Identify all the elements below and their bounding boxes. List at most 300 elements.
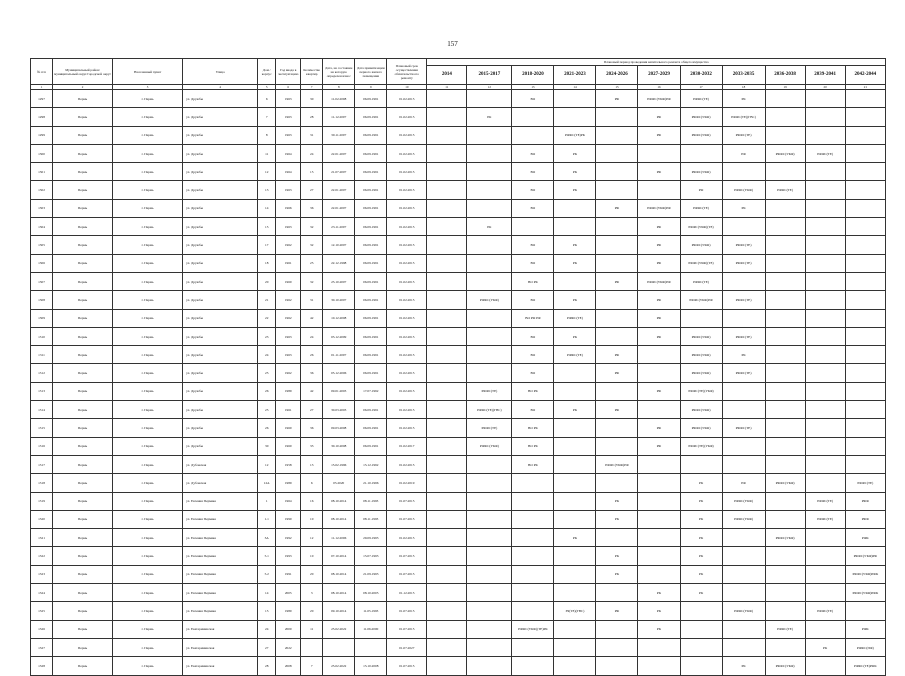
row-locality: г. Пермь — [113, 510, 183, 528]
row-number: 1322 — [31, 547, 53, 565]
row-municipality: Пермь — [53, 90, 113, 108]
row-date-first-priv: 21.09.1993 — [355, 565, 387, 583]
row-plan-cell: РФФС(ТЕ)(УКФ) — [680, 382, 722, 400]
row-house: 30 — [258, 437, 276, 455]
row-plan-cell — [805, 108, 845, 126]
row-plan-cell — [722, 638, 765, 656]
row-plan-cell — [805, 455, 845, 473]
row-plan-cell — [554, 272, 596, 290]
row-plan-cell — [427, 401, 467, 419]
row-number: 1310 — [31, 327, 53, 345]
row-year-built: 1963 — [276, 346, 301, 364]
row-locality: г. Пермь — [113, 126, 183, 144]
row-plan-cell: ВО — [512, 327, 554, 345]
row-plan-cell: РФФС(ТЕ) — [722, 236, 765, 254]
row-date-state: 07.10.2014 — [323, 547, 355, 565]
row-house: 15 — [258, 218, 276, 236]
column-index: 3 — [113, 85, 183, 90]
row-house: 12 — [258, 455, 276, 473]
row-date-first-priv: 29.09.1993 — [355, 529, 387, 547]
row-plan-cell — [845, 254, 885, 272]
row-year-built: 1963 — [276, 218, 301, 236]
row-number: 1312 — [31, 364, 53, 382]
row-plan-cell: РФФС(ТЕ)(УКФ) — [680, 437, 722, 455]
row-plan-cell — [845, 382, 885, 400]
row-plan-cell: РФ — [596, 346, 638, 364]
row-plan-cell — [722, 401, 765, 419]
row-plan-cell — [805, 547, 845, 565]
row-street: ул. Дружбы — [183, 254, 258, 272]
row-plan-cell — [845, 181, 885, 199]
row-locality: г. Пермь — [113, 254, 183, 272]
row-plan-cell: РК — [722, 657, 765, 675]
row-number: 1313 — [31, 382, 53, 400]
row-municipality: Пермь — [53, 510, 113, 528]
row-date-first-priv: 11.05.1993 — [355, 602, 387, 620]
table-row — [31, 401, 886, 419]
period-header: 2030-2032 — [680, 66, 722, 85]
row-apartments: 32 — [301, 236, 323, 254]
row-plan-cell — [427, 181, 467, 199]
row-plan-cell: РФФС(УКФ) — [722, 492, 765, 510]
row-plan-cell — [805, 474, 845, 492]
row-plan-cell — [427, 455, 467, 473]
row-street: ул. Евгения Пермяка — [183, 602, 258, 620]
row-plan-cell — [805, 419, 845, 437]
table-row — [31, 547, 886, 565]
row-plan-cell — [427, 657, 467, 675]
row-locality: г. Пермь — [113, 529, 183, 547]
row-plan-cell — [427, 565, 467, 583]
row-locality: г. Пермь — [113, 638, 183, 656]
row-plan-cell: РК — [467, 218, 512, 236]
period-header: 2018-2020 — [512, 66, 554, 85]
row-year-built: 1960 — [276, 419, 301, 437]
row-plan-cell: РФФС(ТЕ)РК — [554, 126, 596, 144]
row-date-state: 22.01.2007 — [323, 181, 355, 199]
period-header: 2021-2023 — [554, 66, 596, 85]
row-plan-cell: РК — [554, 236, 596, 254]
row-date-first-priv: 08.11.1993 — [355, 492, 387, 510]
row-street: ул. Дружбы — [183, 327, 258, 345]
row-plan-cell: РФФС(УКФ) — [680, 364, 722, 382]
row-date-state: 30.10.2008 — [323, 437, 355, 455]
table-row — [31, 90, 886, 108]
row-plan-cell — [638, 474, 680, 492]
row-plan-cell — [467, 364, 512, 382]
row-deadline: 01.07.2027 — [387, 638, 427, 656]
row-deadline: 01.07.2015 — [387, 602, 427, 620]
row-plan-cell — [554, 419, 596, 437]
row-plan-cell: РФ — [596, 401, 638, 419]
row-plan-cell — [467, 90, 512, 108]
col-year-built: Год ввода в эксплуатацию — [276, 59, 301, 85]
row-house: 27 — [258, 638, 276, 656]
table-row — [31, 126, 886, 144]
row-municipality: Пермь — [53, 346, 113, 364]
row-plan-cell — [765, 108, 805, 126]
row-plan-cell: ВО РК — [512, 455, 554, 473]
row-municipality: Пермь — [53, 364, 113, 382]
row-house: 24 — [258, 620, 276, 638]
row-house: 5.1 — [258, 547, 276, 565]
row-plan-cell — [554, 547, 596, 565]
row-plan-cell — [596, 126, 638, 144]
column-index: 12 — [467, 85, 512, 90]
col-house: Дом / корпус — [258, 59, 276, 85]
row-plan-cell — [680, 455, 722, 473]
row-plan-cell — [845, 90, 885, 108]
row-plan-cell — [554, 620, 596, 638]
row-plan-cell — [845, 327, 885, 345]
row-year-built: 1966 — [276, 199, 301, 217]
row-plan-cell: РФ — [596, 199, 638, 217]
column-index: 21 — [845, 85, 885, 90]
row-date-state: 09.01.2003 — [323, 382, 355, 400]
row-number: 1317 — [31, 455, 53, 473]
row-plan-cell: РФФС(ТЕ) — [554, 309, 596, 327]
row-deadline: 01.02.2015 — [387, 346, 427, 364]
row-plan-cell — [722, 455, 765, 473]
row-plan-cell — [765, 602, 805, 620]
row-plan-cell — [467, 309, 512, 327]
row-plan-cell — [765, 163, 805, 181]
row-plan-cell — [427, 272, 467, 290]
row-plan-cell: РК — [680, 510, 722, 528]
row-date-state: 30.03.2003 — [323, 401, 355, 419]
row-plan-cell: ВО — [512, 199, 554, 217]
row-plan-cell — [680, 638, 722, 656]
row-plan-cell: РФФС(УКФ) — [722, 510, 765, 528]
row-street: ул. Екатерининская — [183, 657, 258, 675]
row-plan-cell — [596, 327, 638, 345]
row-year-built: 1989 — [276, 474, 301, 492]
row-plan-cell: РК — [638, 620, 680, 638]
column-index: 17 — [680, 85, 722, 90]
period-header: 2039-2041 — [805, 66, 845, 85]
row-locality: г. Пермь — [113, 272, 183, 290]
row-municipality: Пермь — [53, 236, 113, 254]
row-plan-cell — [765, 382, 805, 400]
row-street: ул. Дружбы — [183, 364, 258, 382]
col-street: Улица — [183, 59, 258, 85]
row-year-built: 1993 — [276, 547, 301, 565]
row-street: ул. Дружбы — [183, 272, 258, 290]
row-plan-cell: РК — [554, 144, 596, 162]
row-municipality: Пермь — [53, 565, 113, 583]
row-plan-cell — [638, 181, 680, 199]
row-year-built: 1962 — [276, 291, 301, 309]
row-plan-cell: РФФС(УКФ) — [680, 346, 722, 364]
table-row — [31, 291, 886, 309]
row-plan-cell: ВО — [512, 181, 554, 199]
row-plan-cell: РФФС(УКФ) — [680, 108, 722, 126]
row-plan-cell — [427, 584, 467, 602]
row-number: 1328 — [31, 657, 53, 675]
row-plan-cell — [638, 638, 680, 656]
row-plan-cell: РФФС(УКФ) — [680, 163, 722, 181]
row-plan-cell — [805, 90, 845, 108]
row-plan-cell — [722, 437, 765, 455]
row-plan-cell — [512, 510, 554, 528]
row-plan-cell: РФФС(УКФ) — [765, 529, 805, 547]
row-year-built: 1964 — [276, 144, 301, 162]
row-house: 7 — [258, 108, 276, 126]
row-locality: г. Пермь — [113, 291, 183, 309]
row-plan-cell: РФФС(ТЕ)(ГВС) — [467, 401, 512, 419]
row-year-built: 1964 — [276, 163, 301, 181]
column-index: 7 — [301, 85, 323, 90]
row-date-state: 11.12.2007 — [323, 108, 355, 126]
row-number: 1304 — [31, 218, 53, 236]
row-plan-cell: РК — [680, 474, 722, 492]
row-municipality: Пермь — [53, 382, 113, 400]
row-date-state: 23.11.2007 — [323, 218, 355, 236]
row-date-first-priv: 06.09.1991 — [355, 254, 387, 272]
row-date-state: 05.12.2006 — [323, 364, 355, 382]
row-plan-cell — [512, 218, 554, 236]
row-plan-cell — [467, 163, 512, 181]
row-number: 1315 — [31, 419, 53, 437]
table-row — [31, 474, 886, 492]
row-plan-cell — [845, 218, 885, 236]
row-street: ул. Дружбы — [183, 309, 258, 327]
row-deadline: 01.02.2015 — [387, 108, 427, 126]
row-apartments: 15 — [301, 163, 323, 181]
row-plan-cell — [554, 584, 596, 602]
row-plan-cell — [722, 529, 765, 547]
row-house: 26 — [258, 382, 276, 400]
row-date-state — [323, 638, 355, 656]
row-plan-cell: РФФС(УКФ) — [680, 327, 722, 345]
row-deadline: 01.02.2015 — [387, 254, 427, 272]
row-plan-cell — [722, 584, 765, 602]
row-year-built: 1963 — [276, 90, 301, 108]
row-date-first-priv: 08.11.1993 — [355, 510, 387, 528]
row-plan-cell: РФФС(ТЕ) — [680, 272, 722, 290]
row-apartments: 27 — [301, 401, 323, 419]
row-date-first-priv: 06.09.1991 — [355, 291, 387, 309]
row-year-built: 1960 — [276, 272, 301, 290]
row-plan-cell — [680, 620, 722, 638]
row-number: 1298 — [31, 108, 53, 126]
row-plan-cell: РФФС(ПФ) — [845, 638, 885, 656]
row-apartments: 16 — [301, 492, 323, 510]
row-plan-cell: РФФС(УКФ) — [722, 181, 765, 199]
table-row — [31, 181, 886, 199]
row-plan-cell — [467, 638, 512, 656]
row-plan-cell: РФ — [638, 163, 680, 181]
row-plan-cell — [554, 218, 596, 236]
row-plan-cell — [467, 455, 512, 473]
row-plan-cell — [512, 602, 554, 620]
row-plan-cell — [512, 638, 554, 656]
row-municipality: Пермь — [53, 657, 113, 675]
repair-plan-table — [30, 58, 886, 676]
row-plan-cell — [467, 492, 512, 510]
row-deadline: 01.02.2015 — [387, 218, 427, 236]
row-year-built: 1961 — [276, 254, 301, 272]
table-row — [31, 437, 886, 455]
row-street: ул. Дружбы — [183, 236, 258, 254]
row-plan-cell — [765, 236, 805, 254]
row-locality: г. Пермь — [113, 602, 183, 620]
row-year-built: 1961 — [276, 401, 301, 419]
row-date-first-priv: 21.10.1996 — [355, 474, 387, 492]
row-plan-cell — [596, 437, 638, 455]
row-plan-cell: РФФС(УКФ)(ТЕ) — [680, 218, 722, 236]
table-row — [31, 236, 886, 254]
row-plan-cell — [638, 565, 680, 583]
row-apartments: 6 — [301, 474, 323, 492]
row-locality: г. Пермь — [113, 565, 183, 583]
row-plan-cell: РК — [596, 492, 638, 510]
row-plan-cell: РК — [596, 565, 638, 583]
row-plan-cell — [427, 309, 467, 327]
row-apartments: 36 — [301, 419, 323, 437]
row-plan-cell — [722, 620, 765, 638]
row-apartments: 25 — [301, 254, 323, 272]
row-deadline: 01.12.2015 — [387, 584, 427, 602]
row-apartments: 24 — [301, 144, 323, 162]
row-plan-cell: РК — [680, 584, 722, 602]
row-deadline: 01.07.2015 — [387, 620, 427, 638]
row-number: 1314 — [31, 401, 53, 419]
row-plan-cell — [596, 638, 638, 656]
row-plan-cell — [554, 199, 596, 217]
row-plan-cell — [765, 437, 805, 455]
row-municipality: Пермь — [53, 474, 113, 492]
row-plan-cell: РФФС(УКФ)(ТЕ) — [680, 254, 722, 272]
row-plan-cell: ВО — [512, 401, 554, 419]
row-plan-cell — [554, 492, 596, 510]
row-house: 22 — [258, 309, 276, 327]
row-plan-cell: ВО — [512, 364, 554, 382]
row-plan-cell — [805, 584, 845, 602]
row-plan-cell: РФ — [596, 364, 638, 382]
row-date-state: 08.10.2014 — [323, 510, 355, 528]
row-year-built: 1962 — [276, 364, 301, 382]
row-year-built: 2005 — [276, 584, 301, 602]
row-plan-cell — [596, 181, 638, 199]
row-plan-cell — [638, 547, 680, 565]
row-street: ул. Евгения Пермяка — [183, 584, 258, 602]
table-row — [31, 199, 886, 217]
row-plan-cell — [805, 382, 845, 400]
row-plan-cell — [467, 474, 512, 492]
row-municipality: Пермь — [53, 199, 113, 217]
row-street: ул. Евгения Пермяка — [183, 510, 258, 528]
row-plan-cell — [467, 346, 512, 364]
row-plan-cell: РФ — [596, 602, 638, 620]
row-plan-cell — [596, 474, 638, 492]
row-plan-cell — [765, 327, 805, 345]
row-locality: г. Пермь — [113, 327, 183, 345]
row-number: 1320 — [31, 510, 53, 528]
row-municipality: Пермь — [53, 327, 113, 345]
row-locality: г. Пермь — [113, 382, 183, 400]
row-year-built: 1958 — [276, 455, 301, 473]
row-apartments: 33 — [301, 437, 323, 455]
row-date-first-priv: 06.09.1991 — [355, 346, 387, 364]
row-plan-cell: РФФС(ТЕ) — [805, 144, 845, 162]
row-street: ул. Дружбы — [183, 199, 258, 217]
row-date-first-priv: 06.09.1991 — [355, 163, 387, 181]
row-year-built: 1989 — [276, 382, 301, 400]
row-apartments: 36 — [301, 364, 323, 382]
row-plan-cell — [427, 638, 467, 656]
table-row — [31, 492, 886, 510]
row-house: 8 — [258, 126, 276, 144]
row-locality: г. Пермь — [113, 108, 183, 126]
row-date-state: 05.2020 — [323, 474, 355, 492]
row-plan-cell — [845, 126, 885, 144]
row-plan-cell — [765, 254, 805, 272]
row-plan-cell: ВО РФ РФ — [512, 309, 554, 327]
row-date-first-priv — [355, 638, 387, 656]
row-year-built: 1992 — [276, 529, 301, 547]
row-date-state: 25.02.2022 — [323, 657, 355, 675]
row-locality: г. Пермь — [113, 364, 183, 382]
row-plan-cell — [512, 108, 554, 126]
row-plan-cell — [427, 327, 467, 345]
row-plan-cell: РФ — [722, 474, 765, 492]
row-plan-cell: ВО — [512, 291, 554, 309]
row-plan-cell — [765, 492, 805, 510]
row-apartments: 42 — [301, 382, 323, 400]
row-plan-cell — [512, 657, 554, 675]
row-house: 20 — [258, 272, 276, 290]
row-locality: г. Пермь — [113, 492, 183, 510]
row-number: 1300 — [31, 144, 53, 162]
row-plan-cell — [845, 309, 885, 327]
row-municipality: Пермь — [53, 419, 113, 437]
row-apartments: 20 — [301, 602, 323, 620]
row-municipality: Пермь — [53, 620, 113, 638]
column-index: 15 — [596, 85, 638, 90]
row-plan-cell — [427, 602, 467, 620]
row-date-first-priv: 06.09.1991 — [355, 126, 387, 144]
row-deadline: 01.02.2017 — [387, 437, 427, 455]
row-plan-cell: РФ — [638, 108, 680, 126]
row-plan-cell: ВО РК — [512, 272, 554, 290]
row-plan-cell — [467, 510, 512, 528]
row-plan-cell: РФФС(ТЕ) — [722, 364, 765, 382]
row-plan-cell: РФ — [638, 437, 680, 455]
row-locality: г. Пермь — [113, 163, 183, 181]
row-date-first-priv: 11.06.2000 — [355, 620, 387, 638]
row-deadline: 01.07.2015 — [387, 547, 427, 565]
row-date-state: 12.10.2007 — [323, 236, 355, 254]
row-plan-cell — [845, 401, 885, 419]
row-locality: г. Пермь — [113, 309, 183, 327]
row-plan-cell — [427, 474, 467, 492]
row-plan-cell — [467, 126, 512, 144]
row-deadline: 01.02.2019 — [387, 474, 427, 492]
row-plan-cell: РФФС(ТЕ)РФК — [845, 657, 885, 675]
row-plan-cell: РК — [554, 401, 596, 419]
row-plan-cell — [596, 163, 638, 181]
row-date-state: 09.10.2014 — [323, 602, 355, 620]
row-date-first-priv: 06.09.1991 — [355, 181, 387, 199]
row-deadline: 01.02.2015 — [387, 419, 427, 437]
row-apartments: 27 — [301, 181, 323, 199]
row-plan-cell — [845, 419, 885, 437]
row-plan-cell — [722, 382, 765, 400]
row-plan-cell — [722, 309, 765, 327]
row-plan-cell — [427, 382, 467, 400]
row-date-first-priv: 06.09.1991 — [355, 419, 387, 437]
